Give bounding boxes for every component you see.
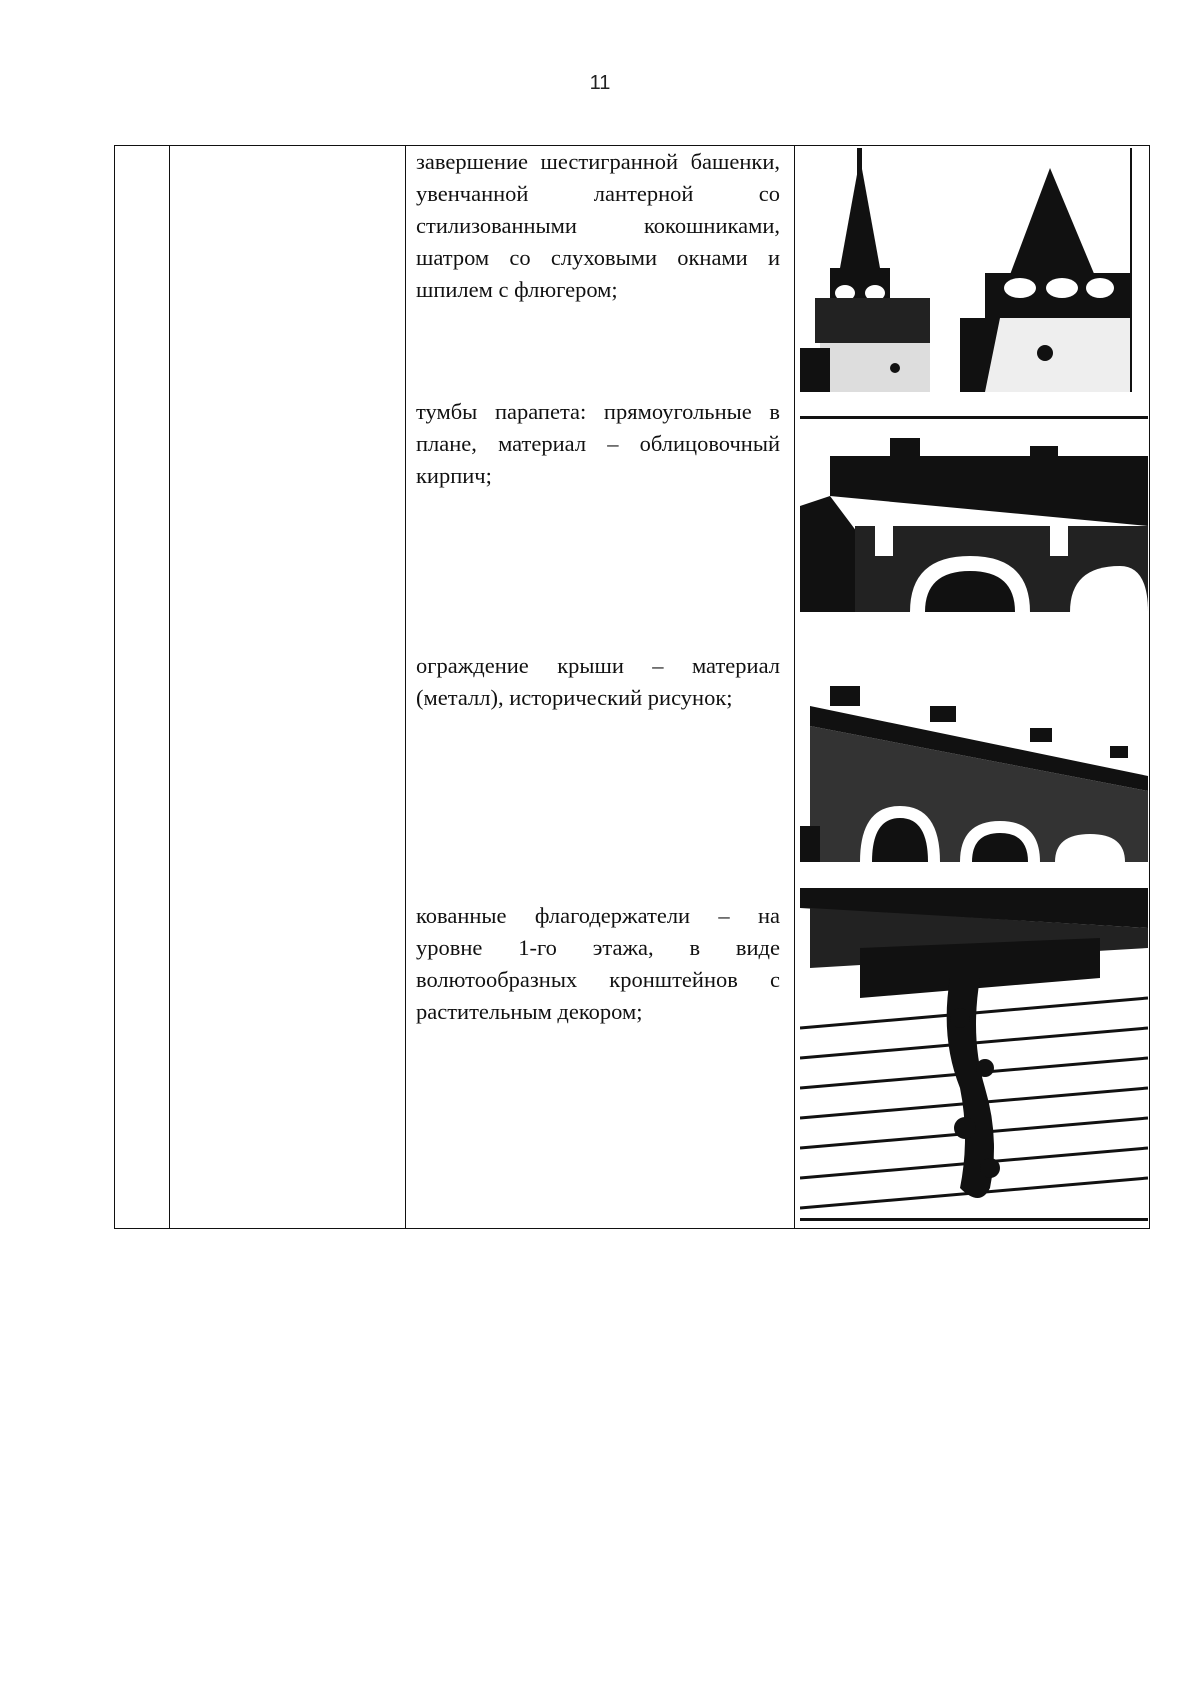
column-divider (794, 146, 795, 1228)
feature-description: кованные флагодержатели – на уровне 1-го этажа, в виде волютообразных кронштейнов с растительным декором; (416, 903, 780, 1024)
column-divider (169, 146, 170, 1228)
parapet-photo (800, 416, 1148, 612)
feature-description: завершение шестигранной башенки, увенчанной лантерной со стилизованными кокошниками, шатром со слуховыми окнами и шпилем с флюгером; (416, 149, 780, 302)
column-divider (405, 146, 406, 1228)
flag-holder-photo (800, 888, 1148, 1226)
feature-description: тумбы парапета: прямоугольные в плане, материал – облицовочный кирпич; (416, 399, 780, 488)
tower-photo (800, 148, 1148, 392)
roof-railing-photo (800, 686, 1148, 862)
page-number: 11 (589, 72, 611, 94)
feature-description: ограждение крыши – материал (металл), исторический рисунок; (416, 653, 780, 710)
